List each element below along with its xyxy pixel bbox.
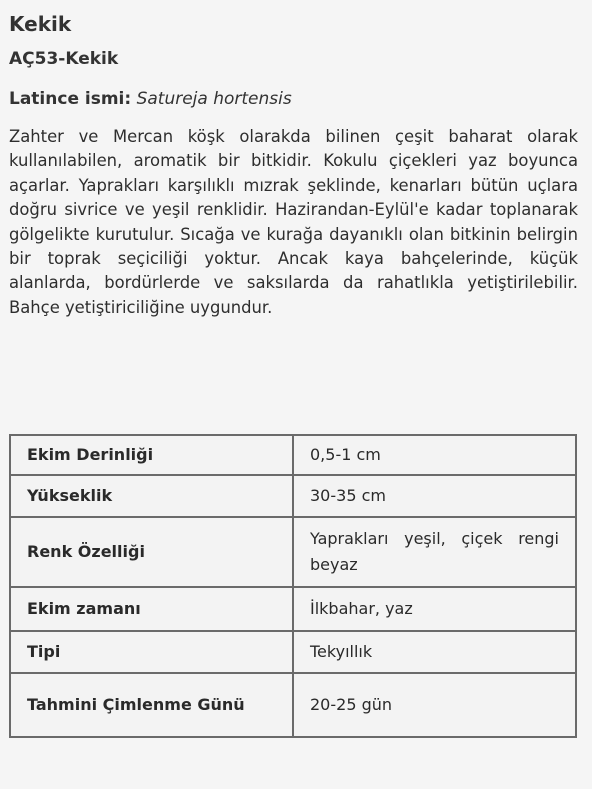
property-row-height [10, 475, 576, 517]
property-value: Yaprakları yeşil, çiçek rengi beyaz [293, 517, 576, 587]
property-row-sowing-time [10, 587, 576, 631]
latin-name-value: Satureja hortensis [136, 89, 292, 109]
property-value: 0,5-1 cm [293, 435, 576, 475]
property-label: Tipi [10, 631, 293, 673]
property-row-depth [10, 435, 576, 475]
property-label: Tahmini Çimlenme Günü [10, 673, 293, 737]
property-value: Tekyıllık [293, 631, 576, 673]
product-code: AÇ53-Kekik [9, 49, 119, 69]
property-label: Ekim zamanı [10, 587, 293, 631]
latin-name-line [9, 89, 292, 109]
product-description: Zahter ve Mercan köşk olarakda bilinen çeşit baharat olarak kullanılabilen, aromatik bir bitkidir. Kokulu çiçekleri yaz boyunca açarlar. Yaprakları karşılıklı mızrak şeklinde, kenarları bütün uçlara doğru sivrice ve yeşil renklidir. Hazirandan-Eylül'e kadar toplanarak gölgelikte kurutulur. Sıcağa ve kurağa dayanıklı olan bitkinin belirgin bir toprak seçiciliği yoktur. Ancak kaya bahçelerinde, küçük alanlarda, bordürlerde ve saksılarda da rahatlıkla yetiştirilebilir. Bahçe yetiştiriciliğine uygundur. [9, 127, 578, 317]
property-value: 30-35 cm [293, 475, 576, 517]
property-row-germination [10, 673, 576, 737]
property-row-type [10, 631, 576, 673]
property-row-color [10, 517, 576, 587]
property-label: Ekim Derinliği [10, 435, 293, 475]
property-value: 20-25 gün [293, 673, 576, 737]
property-label: Yükseklik [10, 475, 293, 517]
property-value: İlkbahar, yaz [293, 587, 576, 631]
product-title: Kekik [9, 12, 72, 36]
property-label: Renk Özelliği [10, 517, 293, 587]
latin-name-label: Latince ismi: [9, 89, 132, 109]
properties-table [9, 434, 577, 738]
